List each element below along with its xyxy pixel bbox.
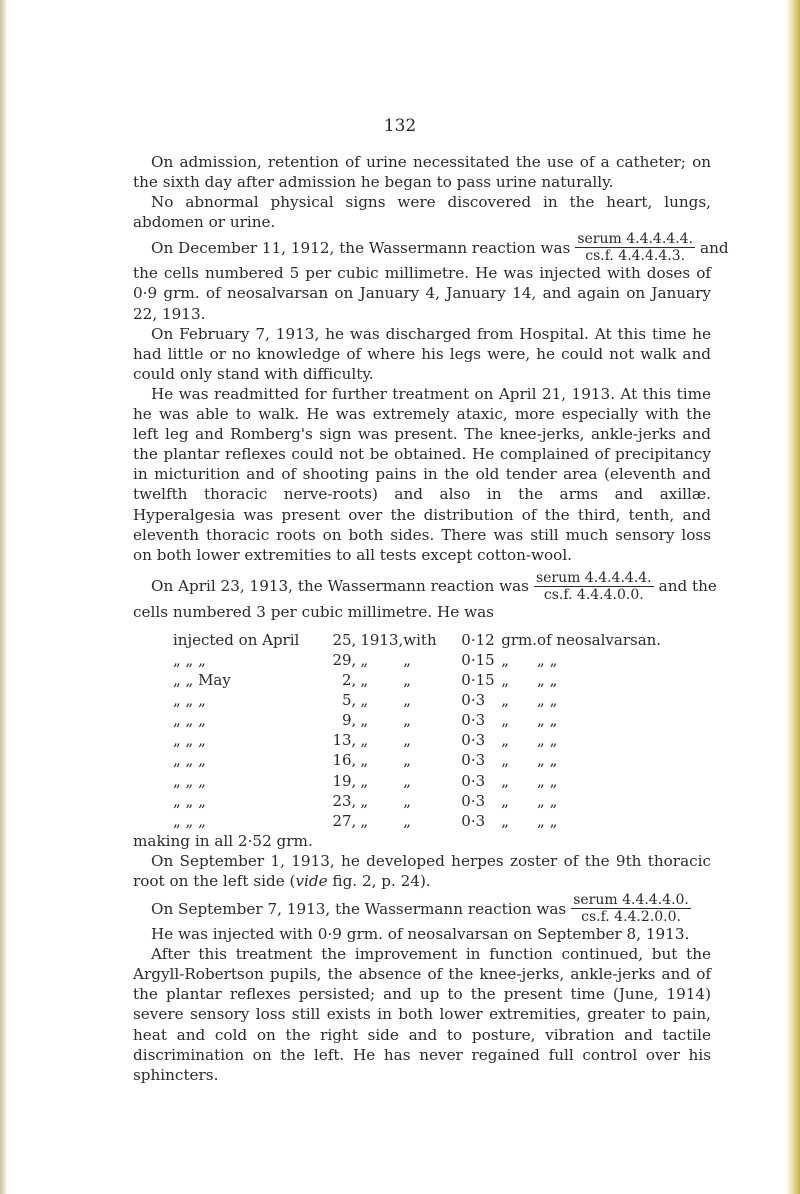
injection-of: „ „: [537, 771, 558, 790]
paragraph-cells-dec-1912: the cells numbered 5 per cubic millimetre. He was injected with doses of 0·9 grm. of neosalvarsan on January 4, January 14, and again on January 22, 1913.: [133, 264, 711, 323]
fraction-csf: cs.f. 4.4.4.4.3.: [585, 248, 686, 265]
injection-lead: „ „ „: [173, 731, 206, 750]
wassermann-fraction: [575, 232, 695, 263]
injection-schedule: [173, 630, 677, 831]
injection-lead: injected on April: [173, 630, 300, 649]
injection-dose: 0·15: [461, 671, 495, 690]
fraction-serum: serum 4.4.4.4.0.: [573, 892, 689, 909]
page-number: 132: [383, 116, 417, 136]
paragraph-herpes-zoster: [133, 851, 711, 891]
injection-of: „ „: [537, 691, 558, 710]
injection-with: „: [403, 731, 412, 750]
wassermann-fraction: [571, 893, 691, 924]
paragraph-sep-injection: He was injected with 0·9 grm. of neosalvarsan on September 8, 1913.: [151, 925, 690, 944]
injection-of: „ „: [537, 671, 558, 690]
injection-lead: „ „ „: [173, 691, 206, 710]
injection-unit: „: [501, 711, 510, 730]
paragraph-discharge: On February 7, 1913, he was discharged from Hospital. At this time he had little or no knowledge of where his legs were, he could not walk and could only stand with difficulty.: [133, 324, 711, 383]
injection-row: [173, 650, 677, 670]
injection-day: 27,: [332, 811, 357, 830]
injection-year: „: [360, 731, 369, 750]
injection-year: „: [360, 751, 369, 770]
injection-with: „: [403, 811, 412, 830]
injection-day: 13,: [332, 731, 357, 750]
injection-row: [173, 710, 677, 730]
injection-row: [173, 750, 677, 770]
wassermann-line-sep-1913: [151, 893, 711, 924]
fraction-serum: serum 4.4.4.4.4.: [535, 569, 652, 586]
injection-dose: 0·3: [461, 771, 486, 790]
wassermann-intro: On September 7, 1913, the Wassermann reaction was: [151, 899, 567, 918]
herpes-text-b: fig. 2, p. 24).: [327, 872, 431, 890]
injection-with: „: [403, 691, 412, 710]
page-edge-right: [786, 0, 800, 1194]
injection-lead: „ „ „: [173, 711, 206, 730]
injection-unit: „: [501, 791, 510, 810]
injection-day: 19,: [332, 771, 357, 790]
injection-with: „: [403, 711, 412, 730]
injection-lead: „ „ „: [173, 791, 206, 810]
injection-year: „: [360, 691, 369, 710]
paragraph-physical-signs: No abnormal physical signs were discovered in the heart, lungs, abdomen or urine.: [133, 193, 711, 232]
injection-year: „: [360, 711, 369, 730]
document-body: [133, 152, 729, 1085]
injection-row: [173, 690, 677, 710]
injection-unit: „: [501, 671, 510, 690]
injection-day: 16,: [332, 751, 357, 770]
wassermann-fraction: [534, 571, 654, 602]
paragraph-total-dose: making in all 2·52 grm.: [133, 831, 313, 850]
fraction-csf: cs.f. 4.4.4.0.0.: [543, 586, 644, 603]
injection-unit: „: [501, 751, 510, 770]
injection-year: 1913,: [360, 630, 404, 649]
herpes-text-a: On September 1, 1913, he developed herpes zoster of the 9th thoracic root on the left side (: [133, 851, 711, 890]
injection-year: „: [360, 791, 369, 810]
injection-row: [173, 670, 677, 690]
injection-with: „: [403, 791, 412, 810]
fraction-serum: serum 4.4.4.4.4.: [577, 231, 694, 248]
injection-unit: grm.: [501, 630, 538, 649]
wassermann-tail: and: [700, 238, 729, 257]
injection-dose: 0·12: [461, 630, 495, 649]
injection-row: [173, 771, 677, 791]
injection-of: „ „: [537, 791, 558, 810]
injection-of: „ „: [537, 711, 558, 730]
injection-of: „ „: [537, 751, 558, 770]
injection-year: „: [360, 650, 369, 669]
injection-dose: 0·3: [461, 731, 486, 750]
injection-lead: „ „ „: [173, 771, 206, 790]
paragraph-admission: On admission, retention of urine necessitated the use of a catheter; on the sixth day after admission he began to pass urine naturally.: [133, 153, 711, 192]
paragraph-outcome: After this treatment the improvement in function continued, but the Argyll-Robertson pupils, the absence of the knee-jerks, ankle-jerks and of the plantar reflexes persisted; and up to the present time (June, 1914) severe sensory loss still exists in both lower extremities, greater to pain, heat and cold on the right side and to posture, vibration and tactile discrimination on the left. He has never regained full control over his sphincters.: [133, 945, 711, 1084]
injection-unit: „: [501, 731, 510, 750]
injection-lead: „ „ „: [173, 650, 206, 669]
injection-day: 25,: [332, 630, 357, 649]
injection-of: „ „: [537, 811, 558, 830]
injection-with: „: [403, 771, 412, 790]
injection-with: „: [403, 751, 412, 770]
fraction-csf: cs.f. 4.4.2.0.0.: [581, 909, 681, 926]
injection-dose: 0·3: [461, 811, 486, 830]
injection-year: „: [360, 811, 369, 830]
injection-of: „ „: [537, 731, 558, 750]
injection-with: „: [403, 671, 412, 690]
injection-dose: 0·3: [461, 791, 486, 810]
wassermann-line-dec-1912: [151, 231, 729, 265]
injection-row: [173, 791, 677, 811]
injection-unit: „: [501, 691, 510, 710]
injection-day: 2,: [342, 671, 357, 690]
wassermann-tail: and the: [658, 577, 717, 596]
page-edge-left: [0, 0, 6, 1194]
injection-year: „: [360, 671, 369, 690]
injection-with: „: [403, 650, 412, 669]
injection-of: of neosalvarsan.: [537, 630, 662, 649]
injection-row: [173, 811, 677, 831]
injection-dose: 0·3: [461, 691, 486, 710]
vide-italic: vide: [295, 872, 328, 890]
paragraph-cells-apr-1913: cells numbered 3 per cubic millimetre. He was: [133, 602, 494, 621]
injection-with: with: [403, 630, 437, 649]
injection-lead: „ „ „: [173, 751, 206, 770]
injection-unit: „: [501, 811, 510, 830]
injection-row: [173, 630, 677, 650]
injection-day: 23,: [332, 791, 357, 810]
injection-unit: „: [501, 650, 510, 669]
injection-of: „ „: [537, 650, 558, 669]
injection-dose: 0·3: [461, 711, 486, 730]
injection-lead: „ „ „: [173, 811, 206, 830]
injection-unit: „: [501, 771, 510, 790]
wassermann-line-apr-1913: [151, 569, 717, 603]
injection-year: „: [360, 771, 369, 790]
injection-row: [173, 730, 677, 750]
injection-day: 29,: [332, 650, 357, 669]
injection-lead: „ „ May: [173, 671, 231, 690]
wassermann-intro: On April 23, 1913, the Wassermann reaction was: [151, 577, 529, 596]
injection-dose: 0·3: [461, 751, 486, 770]
injection-day: 9,: [342, 711, 357, 730]
injection-day: 5,: [342, 691, 357, 710]
paragraph-readmission: He was readmitted for further treatment on April 21, 1913. At this time he was able to walk. He was extremely ataxic, more especially with the left leg and Romberg's sign was present. The knee-jerks, ankle-jerks and the plantar reflexes could not be obtained. He complained of precipitancy in micturition and of shooting pains in the old tender area (eleventh and twelfth thoracic nerve-roots) and also in the arms and axillæ. Hyperalgesia was present over the distribution of the third, tenth, and eleventh thoracic roots on both sides. There was still much sensory loss on both lower extremities to all tests except cotton-wool.: [133, 384, 711, 564]
injection-dose: 0·15: [461, 650, 495, 669]
wassermann-intro: On December 11, 1912, the Wassermann reaction was: [151, 238, 571, 257]
